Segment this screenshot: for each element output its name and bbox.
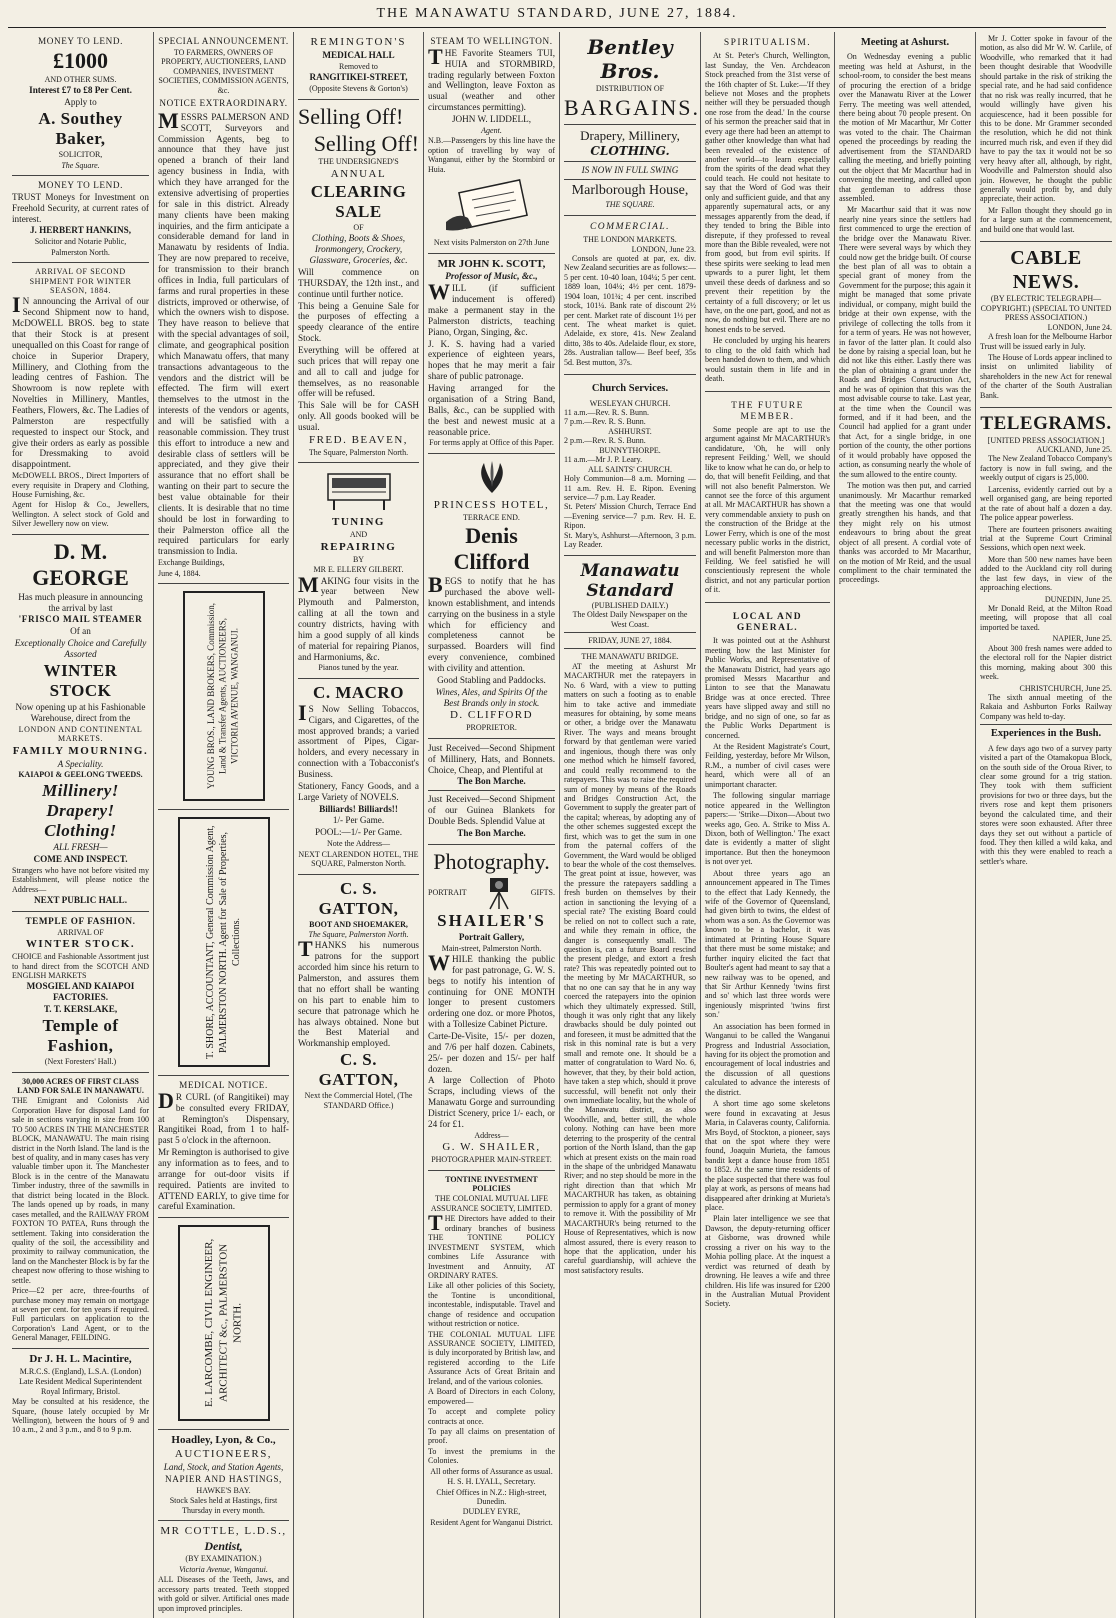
line: Selling Off! bbox=[298, 103, 404, 129]
article-title: Meeting at Ashurst. bbox=[860, 37, 950, 48]
ashurst-meeting-article bbox=[839, 32, 971, 589]
article-body: More than 500 new names have been added to the Auckland city roll during the last few days, in view of the approaching elections. bbox=[980, 554, 1112, 593]
advertiser-place: The Square. bbox=[61, 160, 100, 170]
article-body-7: Plain later intelligence we see that Dawson, the deputy-returning officer at Gisborne, was drowned while crossing a river on his way to the Mohia polling place. At the inquest a verdict was returned of death by drowning. He leaves a wife and three children. His life was insured for £200 in the Australian Mutual Provident Society. bbox=[705, 1214, 830, 1309]
temple-of-fashion-ad bbox=[12, 912, 149, 1073]
spiritualism-article bbox=[705, 32, 830, 388]
bon-marche-ad bbox=[428, 739, 555, 845]
line: St. Mary's, Ashhurst—Afternoon, 3 p.m. Lay Reader. bbox=[564, 530, 696, 550]
divider bbox=[980, 407, 1112, 408]
telegrams bbox=[980, 411, 1112, 870]
line: Everything will be offered at such prices that will repay one and all to call and judge for themselves, as no reasonable offer will be refused. bbox=[298, 345, 419, 399]
article-body-2: At the Resident Magistrate's Court, Feilding, yesterday, before Mr Wilson, R.M., a number of civil cases were heard, which were all of an unimportant character. bbox=[705, 742, 830, 789]
ad-body: IS Now Selling Tobaccos, Cigars, and Cigarettes, of the most approved brands; a varied assortment of Pipes, Cigar-holders, and every necessary in connection with a Tobacconist's Business. bbox=[298, 699, 419, 780]
line: ALL FRESH— bbox=[53, 841, 108, 852]
line: COME AND INSPECT. bbox=[33, 853, 128, 864]
ad-heading: MONEY TO LEND. bbox=[37, 36, 124, 46]
column-8 bbox=[976, 32, 1116, 1618]
divider bbox=[428, 790, 555, 791]
line: St. Peters' Mission Church, Terrace End—Evening service—7 p.m. Rev. H. E. Ripon. bbox=[564, 502, 696, 531]
land-ad bbox=[12, 1073, 149, 1349]
section-heading: CABLE NEWS. bbox=[1010, 247, 1082, 293]
bordered-card bbox=[178, 817, 270, 1067]
line: Now opening up at his Fashionable Warehouse, direct from the bbox=[15, 701, 146, 723]
column-6 bbox=[701, 32, 835, 1618]
line: KAIAPOI & GEELONG TWEEDS. bbox=[18, 770, 143, 780]
line: All other forms of Assurance as usual. bbox=[430, 1466, 553, 1476]
line: POOL:—1/- Per Game. bbox=[314, 827, 402, 838]
article-body-4: About three years ago an announcement appeared in The Times to the effect that Lady Kennedy, the wife of the Governor of Queensland, had given birth to twins, the eldest of whom was a son. As the Governor was known to be a bachelor, it was intimated at Printing House Square that there must be some mistake; and further inquiry elicited the fact that Boulter's agent had meant to say that a new railway was to be opened, and that Sir Arthur Kennedy 'twins first and so' which last three words were ingeniously misprinted 'twins first son.' bbox=[705, 868, 830, 1020]
line: PHOTOGRAPHER MAIN-STREET. bbox=[431, 1155, 552, 1165]
next-visit: Next visits Palmerston on 27th June bbox=[433, 238, 550, 248]
tuning-ad bbox=[298, 463, 419, 679]
agent-name: JOHN W. LIDDELL, bbox=[451, 114, 532, 125]
notice: NOTICE EXTRAORDINARY. bbox=[159, 98, 288, 109]
line: Has much pleasure in announcing the arrival by last bbox=[18, 591, 143, 613]
line: NAPIER AND HASTINGS, bbox=[165, 1474, 282, 1485]
article-body: At St. Peter's Church, Wellington, last Sunday, the Ven. Archdeacon Stock preached from the 31st verse of the 16th chapter of St. Luke:—'If they believe not Moses and the prophets neither will they be persuaded though one rose from the dead.' In the course of his sermon the preacher said that in every age there had been an attempt to gather other knowledge than what had been revealed of the existence of another world—to learn especially from the spirits of the dead what they could teach. He could not hesitate to say that the Word of God was their only and sufficient guide, and that any apparently supernatural acts, or any messages apparently from the dead, if they tended to bring the Bible into disrepute, if they professed to reveal more than the Bible revealed, were not from good, but from evil spirits. If these spirits were seeking to lead men upwards to a purer light, let them unveil these deeds of darkness and so prevent their repetition by the certainty of a full discovery; or let us have, on the one part, good, and not as now, do nothing but evil. There are no honest ends to be served. bbox=[705, 51, 830, 334]
ad-heading: C. MACRO bbox=[313, 682, 404, 702]
ad-body: MESSRS PALMERSON AND SCOTT, Surveyors and Commission Agents, beg to announce that they have just opened a branch of their land agency business in India, with which they have arranged for the extensive advertising of properties for sale in this district. Already many clients have been making inquiries, and the firm anticipate a considerable demand for land in Manawatu by residents of India. They are now prepared to receive, for transmission to their branch offices in India, full particulars of farms and rural properties in these districts, improved or otherwise, of which the owners wish to dispose. They have reason to believe that with the special advantages of soil, climate, and geographical position which Manawatu offers, that many transactions advantageous to the vendors and the district will be effected. The firm will exert themselves to the utmost in the interests of the vendors or agents, and will be satisfied with a reasonable commission. They trust this effort to introduce a new and desirable class of settlers will be appreciated, and they give their assurance that no effort shall be wanting on their part to secure the best value obtainable for their clients. It is desirable that no time should be lost in forwarding to their Palmerston office all the required particulars for early transmission to India. bbox=[158, 107, 289, 557]
line: Next the Commercial Hotel, (The STANDARD Office.) bbox=[304, 1091, 413, 1110]
line: HAWKE'S BAY. bbox=[196, 1485, 251, 1495]
article-body: The New Zealand Tobacco Company's factory is now in full swing, and the weekly output of cigars is 25,000. bbox=[980, 454, 1112, 483]
line: Just Received—Second Shipment of our Guinea Blankets for Double Beds. Splendid Value at bbox=[428, 794, 555, 826]
line: 7 p.m.—Rev. R. S. Bunn. bbox=[564, 417, 646, 427]
article-title: Experiences in the Bush. bbox=[990, 728, 1102, 740]
ad-heading: SPECIAL ANNOUNCEMENT. bbox=[158, 36, 289, 46]
line: To accept and complete policy contracts at once. bbox=[428, 1407, 555, 1426]
divider bbox=[980, 724, 1112, 725]
doctor-ad bbox=[12, 1349, 149, 1440]
bordered-card bbox=[183, 591, 265, 801]
ad-heading: Bentley Bros. bbox=[587, 35, 673, 83]
ad-sub: TO FARMERS, OWNERS OF PROPERTY, AUCTIONEERS, LAND COMPANIES, INVESTMENT SOCIETIES, COMMISSION AGENTS, &c. bbox=[158, 47, 289, 95]
line: CHOICE and Fashionable Assortment just to hand direct from the SCOTCH AND ENGLISH MARKETS bbox=[12, 952, 149, 980]
bordered-card bbox=[178, 1225, 270, 1421]
divider bbox=[705, 602, 830, 603]
article-body: There are fourteen prisoners awaiting trial at the Supreme Court Criminal Sessions, which open next week. bbox=[980, 524, 1112, 553]
line: Clothing, Boots & Shoes, Ironmongery, Crockery, Glassware, Groceries, &c. bbox=[309, 233, 408, 266]
line: ALL Diseases of the Teeth, Jaws, and accessory parts treated. Teeth stopped with gold or silver. Artificial ones made upon improved principles. bbox=[158, 1575, 289, 1613]
article-body: A fresh loan for the Melbourne Harbor Trust will be issued early in July. bbox=[980, 332, 1112, 351]
article-body: On Wednesday evening a public meeting was held at Ashurst, in the school-room, to consider the best means of procuring the erection of a bridge over the Manawatu River at the Lower Ferry. The meeting was well attended, there being about 70 people present. On the motion of Mr Macarthur, Mr Cotter was voted to the chair. The Chairman opened the proceedings by reading the advertisement from the STANDARD calling the meeting, and briefly pointing out the object that Mr Macarthur had in convening the meeting, and called upon that gentleman to address those assembled. bbox=[839, 52, 971, 203]
line: SHAILER'S bbox=[437, 910, 546, 930]
gatton-ad bbox=[298, 875, 419, 1116]
ad-heading: PRINCESS HOTEL, bbox=[433, 498, 550, 511]
article-body: AT the meeting at Ashurst Mr MACARTHUR met the ratepayers in No. 6 Ward, with a view to putting matters on such a footing as to enable him to take active and immediate measures for obtaining, by some means or other, a bridge over the Manawatu River. The ways and means brought forward by that gentleman were varied and ingenious, though there was only one method which he himself favored, and could really recommend to the ratepayers. This was to raise the required sum of money by means of the Roads and Bridges Construction Act, the Government to supply the greater part of the capital; whereas, by adopting any of the other schemes suggested except the first, which was to get the sum in one from the paternal coffers of the Government, the Ward would be obliged to bear the whole of the cost themselves. The great point at issue, however, was the pressure the ratepayers saddling a fresh burden on themselves by their action in sanctioning the levying of a special rate? The existing Board could be relied on not to collect such a rate, and while they remain in office, the danger is consequently small. The question is, can a future Board rescind the present pledge, and extort a fresh rate? This was repeatedly pointed out to the meeting by Mr MACARTHUR, so that no one can say that he in any way coerced the ratepayers into the opinion which they ultimately expressed. Still, though it was only right that any likely drawbacks should be duly pointed out and foreseen, it must be admitted that the risk in this nominal rate is but a very small and remote one. It should be a matter of congratulation to Ward No. 6, however, that they, by their bold action, have taken a step which, should it prove successful, will benefit not only their own immediate locality, but the whole of the Manawatu district, as also Woodville, and, better still, the whole colony. Nothing can have been more deterring to the prosperity of the central portion of the North Island, than the gap which at present exists on the main road in the shape of the unbridged Manawatu River; and no step should be more in the right direction than that which Mr MACARTHUR has taken, as obtaining permission to apply for a grant of money to remove it. With the possibility of Mr MACARTHUR's being returned to the House of Representatives, which is now almost assured, there is every reason to hope that the application, under his careful guardianship, will achieve the most satisfactory results. bbox=[564, 661, 696, 1275]
line: Billiards! Billiards!! bbox=[319, 803, 398, 814]
line: PORTRAIT bbox=[428, 887, 467, 897]
editorial bbox=[564, 559, 696, 1280]
line: WINTER STOCK. bbox=[25, 938, 136, 951]
line: REPAIRING bbox=[320, 540, 397, 553]
line: To pay all claims on presentation of proof. bbox=[428, 1426, 555, 1446]
line: D. CLIFFORD bbox=[449, 709, 534, 722]
line: J. K. S. having had a varied experience of eighteen years, hopes that he may merit a fair share of public patronage. bbox=[428, 338, 555, 382]
line: Note the Address— bbox=[326, 839, 391, 849]
article-body-2: The House of Lords appear inclined to insist on unlimited liability of shareholders in the new Act for renewal of the charter of the South Australian Bank. bbox=[980, 353, 1112, 400]
line: Strangers who have not before visited my Establishment, will please notice the Address— bbox=[12, 865, 149, 894]
divider bbox=[564, 161, 696, 162]
portrait-row bbox=[428, 876, 555, 910]
subheading: THE LONDON MARKETS. bbox=[583, 235, 677, 245]
line: A large Collection of Photo Scraps, including views of the Manawatu Gorge and surrounding District Scenery, price 1/- each, or 24 for £1. bbox=[428, 1075, 555, 1129]
subheading: (BY ELECTRIC TELEGRAPH—COPYRIGHT.) (SPECIAL TO UNITED PRESS ASSOCIATION.) bbox=[980, 294, 1112, 323]
line: FRED. BEAVEN, bbox=[308, 433, 409, 446]
bentley-bros-ad bbox=[564, 32, 700, 216]
divider bbox=[564, 648, 696, 649]
feathers-crest-icon bbox=[472, 461, 512, 495]
article-body-3: The motion was then put, and carried unanimously. Mr Macarthur remarked that the meeting was one that would greatly strengthen his hands, and that they might rely on his utmost endeavours to bring about the great object of all present. A cordial vote of thanks was accorded to Mr Macarthur, on the motion of Mr Reid, and the usual compliment to the chair terminated the proceedings. bbox=[839, 481, 971, 585]
subheading: [UNITED PRESS ASSOCIATION.] bbox=[987, 435, 1105, 445]
section-heading: COMMERCIAL. bbox=[589, 221, 671, 232]
line: Professor of Music, &c., bbox=[445, 271, 538, 282]
line: This being a Genuine Sale for the purposes of effecting a speedy clearance of the entire Stock. bbox=[298, 300, 419, 344]
line: Main-street, Palmerston North. bbox=[441, 943, 542, 953]
scott-ad bbox=[428, 254, 555, 454]
ad-heading: Hoadley, Lyon, & Co., bbox=[171, 1434, 276, 1447]
special-announcement-ad bbox=[158, 32, 289, 584]
line: 'FRISCO MAIL STEAMER bbox=[18, 614, 143, 625]
column-2 bbox=[154, 32, 294, 1618]
line: May be consulted at his residence, the Square, (house lately occupied by Mr Wellington), between the hours of 9 and 10 a.m., 2 and 3 p.m., and 8 to 9 p.m. bbox=[12, 1397, 149, 1435]
divider bbox=[705, 391, 830, 392]
remington-ad bbox=[298, 32, 419, 100]
commercial-section bbox=[564, 216, 696, 371]
local-general-article bbox=[705, 606, 830, 1313]
line: Just Received—Second Shipment of Millinery, Hats, and Bonnets. Choice, Cheap, and Plentiful at bbox=[428, 742, 555, 775]
money-to-lend-ad bbox=[12, 32, 149, 176]
divider bbox=[980, 241, 1112, 242]
divider bbox=[564, 179, 696, 180]
article-title: THE MANAWATU BRIDGE. bbox=[581, 652, 679, 662]
line: Pianos tuned by the year. bbox=[318, 663, 399, 673]
line: FAMILY MOURNING. bbox=[12, 744, 149, 757]
article-title: THE FUTURE MEMBER. bbox=[731, 400, 804, 422]
advertiser-place: Palmerston North. bbox=[51, 247, 110, 257]
line: WILL (if sufficient inducement is offered) make a permanent stay in the Palmerston districts, teaching Piano, Organ, Singing, &c. bbox=[428, 279, 555, 337]
line: THE COLONIAL MUTUAL LIFE ASSURANCE SOCIETY, LIMITED, is duly incorporated by British law, and registered according to the Life Assurance Acts of Great Britain and Ireland, and of the various colonies. bbox=[428, 1329, 555, 1386]
agent-role: Agent. bbox=[481, 125, 502, 135]
ad-heading: MONEY TO LEND. bbox=[37, 179, 124, 190]
ad-heading: STEAM TO WELLINGTON. bbox=[430, 36, 553, 46]
line: Millinery! Drapery! Clothing! bbox=[42, 780, 119, 840]
shore-ad bbox=[158, 810, 289, 1076]
article-body-5: An association has been formed in Wanganui to be called the Wanganui Progress and Industrial Association, having for its object the promotion and encouragement of local industries and the discussion of all questions calculated to advance the interests of the district. bbox=[705, 1021, 830, 1097]
article-body-2: Mr Fallon thought they should go in for a large sum at the commencement, and build one that would last. bbox=[980, 205, 1112, 234]
line: Like all other policies of this Society, the Tontine is unconditional, incontestable, indisputable. Travel and change of residence and occupation without restriction or notice. bbox=[428, 1281, 555, 1329]
article-body: Mr Donald Reid, at the Milton Road meeting, will propose that all coal imported be taxed. bbox=[980, 604, 1112, 632]
cable-news bbox=[980, 245, 1112, 404]
cottle-ad bbox=[158, 1521, 289, 1618]
line: Exceptionally Choice and Carefully Assorted bbox=[14, 638, 147, 659]
dateline: LONDON, June 23. bbox=[631, 244, 696, 254]
line: DISTRIBUTION OF bbox=[595, 84, 665, 94]
line: (PUBLISHED DAILY.) bbox=[591, 600, 669, 610]
line: The Square, Palmerston North. bbox=[308, 930, 409, 940]
article-body: Consols are quoted at par, ex. div. New Zealand securities are as follows:— 5 per cent. 10-40 loan, 104¼; 5 per cent. 1889 loan, 104¼; 4½ per cent. 1879-1904 loan, 101¾; 4 per cent. inscribed stock, 101¼. Bank rate of discount 2½ per cent. Market rate of discount 1½ per cent. The wheat market is quiet. Adelaide, ex store, 41s. New Zealand ditto, 38s to 40s. Adelaide flour, ex store, 28s. Australian tallow— Beef beef, 35s 5d. Best mutton, 37s. bbox=[564, 253, 696, 367]
line: To invest the premiums in the Colonies. bbox=[428, 1446, 555, 1466]
line: For terms apply at Office of this Paper. bbox=[429, 438, 554, 448]
line: TUNING bbox=[331, 516, 385, 529]
future-member-article bbox=[705, 395, 830, 599]
article-body-6: A short time ago some skeletons were found in excavating at Jesus Maria, in Calaveras county, California. Mrs Boyd, of Stockton, a pioneer, says that on the spot where they were found, Joaquin Murieta, the famous bandit kept a dance house from 1851 to 1852. At the same time residents of the place suspected that there was foul play at work, as persons of means had disappeared after drinking at Murieta's place. bbox=[705, 1099, 830, 1213]
line: A Board of Directors in each Colony, empowered— bbox=[428, 1387, 555, 1406]
line: Good Stabling and Paddocks. bbox=[437, 674, 546, 685]
line: MEDICAL HALL bbox=[322, 49, 395, 60]
line: THE Directors have added to their ordinary branches of business THE TONTINE POLICY INVESTMENT SYSTEM, which combines Life Assurance with Investment and Annuity, AT ORDINARY RATES. bbox=[428, 1210, 555, 1280]
line: GIFTS. bbox=[530, 887, 555, 897]
advertiser-role: Solicitor and Notarie Public, bbox=[34, 237, 127, 247]
young-bros-ad bbox=[158, 584, 289, 810]
line: (BY EXAMINATION.) bbox=[185, 1554, 262, 1564]
line: WINTER STOCK bbox=[43, 660, 118, 700]
article-body: About 300 fresh names were added to the electoral roll for the Napier district this morning, making about 300 this week. bbox=[980, 643, 1112, 682]
princess-hotel-ad bbox=[428, 454, 555, 739]
line: WESLEYAN CHURCH. bbox=[589, 398, 671, 408]
column-1 bbox=[8, 32, 154, 1618]
line: Holy Communion—8 a.m. Morning — 11 a.m. Rev. H. E. Ripon. Evening service—7 p.m. Lay Reader. bbox=[564, 474, 696, 502]
tontine-ad bbox=[428, 1171, 555, 1533]
line: Address— bbox=[474, 1130, 509, 1140]
line: ALL SAINTS' CHURCH. bbox=[587, 464, 673, 474]
line: Land, Stock, and Station Agents, bbox=[163, 1462, 284, 1473]
divider bbox=[564, 374, 696, 375]
medical-notice-ad bbox=[158, 1076, 289, 1218]
cotter-article bbox=[980, 32, 1112, 238]
divider bbox=[564, 124, 696, 125]
camera-icon bbox=[486, 876, 512, 910]
line: BY bbox=[352, 554, 365, 564]
larcombe-ad bbox=[158, 1218, 289, 1430]
ad-body-2: Price—£2 per acre, three-fourths of purchase money may remain on mortgage at seven per cent. for ten years if required. Full particulars on application to the Corporation's Land Agent, or to the General Manager, FEILDING. bbox=[12, 1286, 149, 1343]
apply-line: Apply to bbox=[64, 97, 97, 108]
ad-sign: McDOWELL BROS., Direct Importers of every requisite in Drapery and Clothing, House Furnishing, &c. bbox=[12, 471, 149, 500]
line: Wines, Ales, and Spirits Of the Best Brands only in stock. bbox=[435, 686, 548, 708]
column-7 bbox=[835, 32, 976, 1618]
line: G. W. SHAILER, bbox=[442, 1141, 541, 1154]
ad-heading: Dr J. H. L. Macintire, bbox=[29, 1352, 132, 1365]
date: June 4, 1884. bbox=[158, 568, 201, 578]
hoadley-ad bbox=[158, 1430, 289, 1521]
line: Victoria Avenue, Wanganui. bbox=[179, 1564, 268, 1574]
hand-card-illustration bbox=[444, 178, 540, 234]
ad-heading: C. S. GATTON, bbox=[318, 878, 399, 918]
line: CLOTHING. bbox=[590, 143, 670, 158]
line: Drapery, Millinery, bbox=[580, 127, 680, 143]
line: 2 p.m.—Rev. R. S. Bunn. bbox=[564, 436, 646, 446]
line: NEXT PUBLIC HALL. bbox=[33, 894, 127, 905]
line: Denis Clifford bbox=[453, 523, 530, 575]
note: N.B.—Passengers by this line have the option of travelling by way of Wanganui, either by the Stormbird or Huia. bbox=[428, 136, 555, 174]
rotated-text: T. SHORE, ACCOUNTANT, General Commission Agent, PALMERSTON NORTH. Agent for Sale of Properties, Collections. bbox=[205, 825, 242, 1059]
article-title: SPIRITUALISM. bbox=[723, 38, 812, 48]
line: MOSGIEL AND KAIAPOI FACTORIES. bbox=[26, 981, 135, 1003]
steam-ad bbox=[428, 32, 555, 254]
article-body: The sixth annual meeting of the Rakaia and Ashburton Forks Railway Company was held to-day. bbox=[980, 692, 1112, 721]
line: BOOT AND SHOEMAKER, bbox=[309, 919, 408, 929]
line: IS NOW IN FULL SWING bbox=[581, 165, 679, 176]
address: Exchange Buildings, bbox=[158, 558, 225, 568]
advertiser-name: A. Southey Baker, bbox=[38, 108, 123, 149]
advertiser-name: J. HERBERT HANKINS, bbox=[29, 225, 132, 236]
dateline: AUCKLAND, June 25. bbox=[1036, 445, 1112, 455]
ad-body: THE Emigrant and Colonists Aid Corporation Have for disposal Land for sale in sections varying in size from 100 TO 500 ACRES IN THE MANCHESTER BLOCK, MANAWATU. The main rising district in the North Island. The land is the best of quality, and in many cases has very valuable timber upon it. The Manchester Block is in the centre of the Manawatu Timber industry, three of the sawmills in that district being located in the Block. The lands opened up by roads, in many cases metalled, and the RAILWAY FROM FOXTON TO PATEA, Runs through the settlement. Taking into consideration the quality of the soil, the accessibility and proximity to railway communication, the land on the Manchester Block is by far the cheapest now offering to those wishing to settle. bbox=[12, 1096, 149, 1285]
line: Will commence on THURSDAY, the 12th inst., and continue until further notice. bbox=[298, 266, 419, 299]
line: AUCTIONEERS, bbox=[174, 1448, 273, 1461]
line: Late Resident Medical Superintendent Royal Infirmary, Bristol. bbox=[19, 1377, 142, 1396]
ad-heading: REMINGTON'S bbox=[310, 36, 407, 48]
line: The Oldest Daily Newspaper on the West Coast. bbox=[572, 610, 688, 629]
george-ad bbox=[12, 535, 149, 912]
amount: £1000 bbox=[53, 47, 108, 73]
line: C. S. GATTON, bbox=[318, 1050, 399, 1090]
line: TERRACE END. bbox=[463, 512, 520, 522]
line: Portrait Gallery, bbox=[458, 931, 525, 942]
interest-line: Interest £7 to £8 Per Cent. bbox=[29, 85, 132, 96]
ad-body: IN announcing the Arrival of our Second Shipment now to hand, McDOWELL BROS. beg to state that their Stock is at present unequalled on this Coast for range of choice in Superior Drapery, Millinery, and Clothing from the leading centres of Fashion. The Showroom is now replete with Novelties in Millinery, Mantles, Feathers, Flowers, &c. The Ladies of Palmerston are respectfully requested to inspect our Stock, and give their orders as early as possible for Dressmaking to avoid disappointment. bbox=[12, 292, 149, 470]
rotated-text: YOUNG BROS., LAND BROKERS, Commission, Land & Transfer Agents, AUCTIONEERS, VICTORIA AVENUE, WANGANUI. bbox=[205, 603, 240, 790]
article-body: Larceniss, evidently carried out by a well organised gang, are being reported at the rate of about half a dozen a day. The police appear powerless. bbox=[980, 484, 1112, 523]
section-heading: Church Services. bbox=[591, 383, 669, 395]
ad-heading: MR JOHN K. SCOTT, bbox=[437, 257, 546, 270]
ad-heading: MR COTTLE, L.D.S., bbox=[160, 1525, 287, 1538]
line: T. T. KERSLAKE, bbox=[43, 1004, 118, 1015]
line: ANNUAL bbox=[330, 167, 387, 180]
macro-ad bbox=[298, 679, 419, 875]
divider bbox=[564, 555, 696, 556]
line: Of an bbox=[70, 626, 91, 637]
line: Marlborough House, bbox=[571, 182, 689, 198]
article-body: Some people are apt to use the argument against Mr MACARTHUR's candidature, 'Oh, he will only represent Feilding.' Well, we should like to know what he can do, or help to do, that will benefit Feilding, and that will not also benefit Palmerston. We cannot see the force of this argument at all. Mr MACARTHUR has shown a very commendable anxiety to push on the construction of the Bridge at the Lower Ferry, which is one of the most necessary public works in the district, and will benefit Palmerston more than Feilding. We feel satisfied he will conscientiously represent the whole district, and not any particular portion of it. bbox=[705, 424, 830, 595]
line: Resident Agent for Wanganui District. bbox=[430, 1517, 553, 1527]
ad-agent: Agent for Hislop & Co., Jewellers, Wellington. A select stock of Gold and Silver Jewellery now on view. bbox=[12, 500, 149, 529]
dateline: LONDON, June 24. bbox=[1047, 322, 1112, 332]
line: Stationery, Fancy Goods, and a Large Variety of NOVELS. bbox=[298, 780, 419, 802]
clearing-sale-ad bbox=[298, 100, 419, 464]
line: MR E. ELLERY GILBERT. bbox=[313, 565, 404, 575]
money-to-lend-ad-2 bbox=[12, 176, 149, 263]
line: MAKING four visits in the year between New Plymouth and Palmerston, calling at all the town and country districts, having with him a good supply of all kinds of material for repairing Pianos, and Harmoniums, &c. bbox=[298, 571, 419, 662]
line: 1/- Per Game. bbox=[332, 815, 385, 826]
article-body: Mr J. Cotter spoke in favour of the motion, as also did Mr W. W. Carlile, of Woodville, who remarked that it had been thought desirable that Woodville should partake in the risk of striking the special rate, and he had said confidence that no risk was really incurred, that he would willingly have given his acquiescence, had it been possible for this to be done. Mr Grammer seconded the resolution, which he did not think incurred much risk, and even if they did have to pay the tax it would not be so very heavy after all, although, by right, Woodville and Palmerston should also join. However, he thought the public generally would profit by, and duly appreciate, their action. bbox=[980, 34, 1112, 204]
line: AND bbox=[349, 530, 368, 540]
line: Having arranged for the organisation of a String Band, Balls, &c., can be supplied with the best and newest music at a reasonable price. bbox=[428, 383, 555, 437]
line: OF bbox=[353, 222, 364, 232]
line: NEXT CLARENDON HOTEL, THE SQUARE, Palmerston North. bbox=[298, 849, 419, 869]
line: (Next Foresters' Hall.) bbox=[44, 1057, 117, 1067]
photography-ad bbox=[428, 845, 555, 1171]
column-5 bbox=[560, 32, 701, 1618]
line: THE UNDERSIGNED'S bbox=[318, 157, 399, 167]
ad-body: THE Favorite Steamers TUI, HUIA and STORMBIRD, trading regularly between Foxton and Wellington, leave Foxton as usual (weather and other circumstances permitting). bbox=[428, 43, 555, 113]
line: THE COLONIAL MUTUAL LIFE ASSURANCE SOCIETY, LIMITED. bbox=[430, 1194, 553, 1213]
ad-body: TRUST Moneys for Investment on Freehold Security, at current rates of interest. bbox=[12, 191, 149, 224]
line: PROPRIETOR. bbox=[466, 723, 517, 733]
line: BUNNYTHORPE. bbox=[599, 445, 661, 455]
dateline: NAPIER, June 25. bbox=[1052, 634, 1112, 644]
line: CLEARING SALE bbox=[310, 181, 407, 221]
line: RANGITIKEI-STREET, bbox=[309, 72, 408, 83]
arrival-ad bbox=[12, 263, 149, 535]
ad-heading: MEDICAL NOTICE. bbox=[179, 1080, 268, 1091]
line: LONDON AND CONTINENTAL MARKETS. bbox=[18, 724, 143, 744]
line: The Bon Marche. bbox=[457, 827, 526, 838]
line: This Sale will be for CASH only. All goods booked will be usual. bbox=[298, 400, 419, 433]
line: ASHHURST. bbox=[608, 426, 652, 436]
ad-heading: Photography. bbox=[433, 848, 550, 874]
ad-heading: ARRIVAL OF SECOND SHIPMENT FOR WINTER SEASON, 1884. bbox=[29, 267, 132, 295]
ad-body-2: Mr Remington is authorised to give any information as to fees, and to arrange for out-door visits if required. Patients are invited to ATTEND EARLY, to give time for careful Examination. bbox=[158, 1147, 289, 1212]
line: The Bon Marche. bbox=[457, 776, 526, 787]
columns bbox=[8, 32, 1112, 1613]
rotated-text: E. LARCOMBE, CIVIL ENGINEER, ARCHITECT &c., PALMERSTON NORTH. bbox=[203, 1239, 244, 1408]
issue-date: FRIDAY, JUNE 27, 1884. bbox=[588, 635, 672, 645]
column-4 bbox=[424, 32, 560, 1618]
article-body-2: He concluded by urging his hearers to cling to the old faith which had been handed down to them, and which would sustain them in life and in death. bbox=[705, 336, 830, 384]
line: 11 a.m.—Mr J. P. Leary. bbox=[564, 455, 643, 465]
line: Temple of Fashion, bbox=[42, 1016, 119, 1056]
article-body-2: Mr Macarthur said that it was now nearly nine years since the settlers had first commenced to urge the erection of the bridge over the Manawatu River. There were several ways by which they could now get the bridge built. Of course the best plan of all was to obtain a special grant of money from the Government for the purpose; this again it might be managed that some private individual, or company, might build the bridge at their own expense, with the privilege of collecting the tolls from it for a term of years. He was not however, in favor of the latter plan. It could also be done by raising a special loan, but he did not like this either. Lastly there was the plan of obtaining a grant under the Roads and Bridges Construction Act, and he was of opinion that this was the most advisable course to take. Last year, at the time when the Council was formed, and if it had been, and the Council had applied for a grant under that Act, for a single bridge, in one portion of the county, the other portions of it would probably have opposed the action, as consuming nearly the whole of the sum allowed to the entire county. bbox=[839, 205, 971, 479]
article-body: It was pointed out at the Ashhurst meeting how the last Minister for Public Works, and Representative of the Manawatu District, had years ago promised Messrs Macarthur and Linton to see that the Manawatu Bridge was at once erected. Three years have slipped away and still no bridge, and no sign of one, so far as the Public Works Department is concerned. bbox=[705, 636, 830, 740]
line: BARGAINS. bbox=[564, 94, 700, 120]
line: The Square, Palmerston North. bbox=[308, 447, 409, 457]
line: 11 a.m.—Rev. R. S. Bunn. bbox=[564, 408, 649, 418]
line: ARRIVAL OF bbox=[57, 927, 104, 937]
line: Carte-De-Visite, 15/- per dozen, and 7/6 per half dozen. Cabinets, 25/- per dozen and 15/- per half dozen. bbox=[428, 1031, 555, 1074]
line: H. S. H. LYALL, Secretary. bbox=[447, 1477, 536, 1487]
line: THANKS his numerous patrons for the support accorded him since his return to Palmerston, and assures them that no effort shall be wanting on his part to enable him to secure that patronage which he has always obtained. None but the Best Material and Workmanship employed. bbox=[298, 936, 419, 1049]
dateline: CHRISTCHURCH, June 25. bbox=[1019, 683, 1112, 693]
ad-sub: AND OTHER SUMS. bbox=[44, 74, 117, 84]
ad-heading: TONTINE INVESTMENT POLICIES bbox=[445, 1174, 538, 1194]
line: Chief Offices in N.Z.: High-street, Dunedin. bbox=[436, 1487, 547, 1507]
column-3 bbox=[294, 32, 424, 1618]
ad-heading: TEMPLE OF FASHION. bbox=[25, 915, 136, 926]
masthead: THE MANAWATU STANDARD, JUNE 27, 1884. bbox=[8, 6, 1106, 28]
line: Selling Off! bbox=[313, 130, 419, 156]
line: THE SQUARE. bbox=[605, 200, 655, 210]
church-services bbox=[564, 378, 696, 551]
section-heading: TELEGRAMS. bbox=[980, 413, 1112, 435]
advertiser-name: D. M. GEORGE bbox=[32, 538, 129, 590]
newspaper-nameplate: Manawatu Standard bbox=[580, 560, 680, 601]
dateline: DUNEDIN, June 25. bbox=[1044, 594, 1112, 604]
divider bbox=[564, 632, 696, 633]
line: WHILE thanking the public for past patronage, G. W. S. begs to notify his intention of continuing for ONE MONTH longer to present customers ordering one doz. or more Photos, with a Tollesize Cabinet Picture. bbox=[428, 950, 555, 1030]
ad-body: DR CURL (of Rangitikei) may be consulted every FRIDAY, at Remington's Dispensary, Rangitikei Road, from 1 to half-past 5 o'clock in the afternoon. bbox=[158, 1087, 289, 1146]
article-body: A few days ago two of a survey party visited a part of the Otamakopua Block, on the south side of the Oroua River, to clear some ground for a trig station. They took with them sufficient provisions for two or three days, but the rivers rose and kept them prisoners beyond the calculated time, and their stores were soon exhausted. After three days they set out without a particle of food. They then killed a wild kaka, and with this they were enabled to reach a settler's whare. bbox=[980, 743, 1112, 866]
line: M.R.C.S. (England), L.S.A. (London) bbox=[19, 1366, 142, 1376]
line: BEGS to notify that he has purchased the above well-known establishment, and intends carrying on the business in a style which for efficiency and completeness cannot be surpassed. Boarders will find every convenience, combined with civility and attention. bbox=[428, 572, 555, 673]
line: A Speciality. bbox=[57, 758, 104, 769]
article-body-3: The following singular marriage notice appeared in the Wellington papers:— 'Strike—Dixon—About two weeks ago, Geo. A. Strike to Miss A. Dixon, both of Wellington.' The exact date is evidently a matter of slight importance. But then the honeymoon is not over yet. bbox=[705, 791, 830, 867]
line: DUDLEY EYRE, bbox=[462, 1507, 521, 1517]
advertiser-role: SOLICITOR, bbox=[58, 150, 103, 160]
article-title: LOCAL AND GENERAL. bbox=[732, 611, 803, 633]
line: Stock Sales held at Hastings, first Thursday in every month. bbox=[169, 1496, 278, 1515]
line: (Opposite Stevens & Gorton's) bbox=[309, 84, 408, 94]
line: Dentist, bbox=[204, 1539, 243, 1554]
line: Removed to bbox=[339, 61, 378, 71]
piano-illustration bbox=[324, 470, 394, 512]
ad-heading: 30,000 ACRES OF FIRST CLASS LAND FOR SALE IN MANAWATU. bbox=[17, 1076, 144, 1095]
